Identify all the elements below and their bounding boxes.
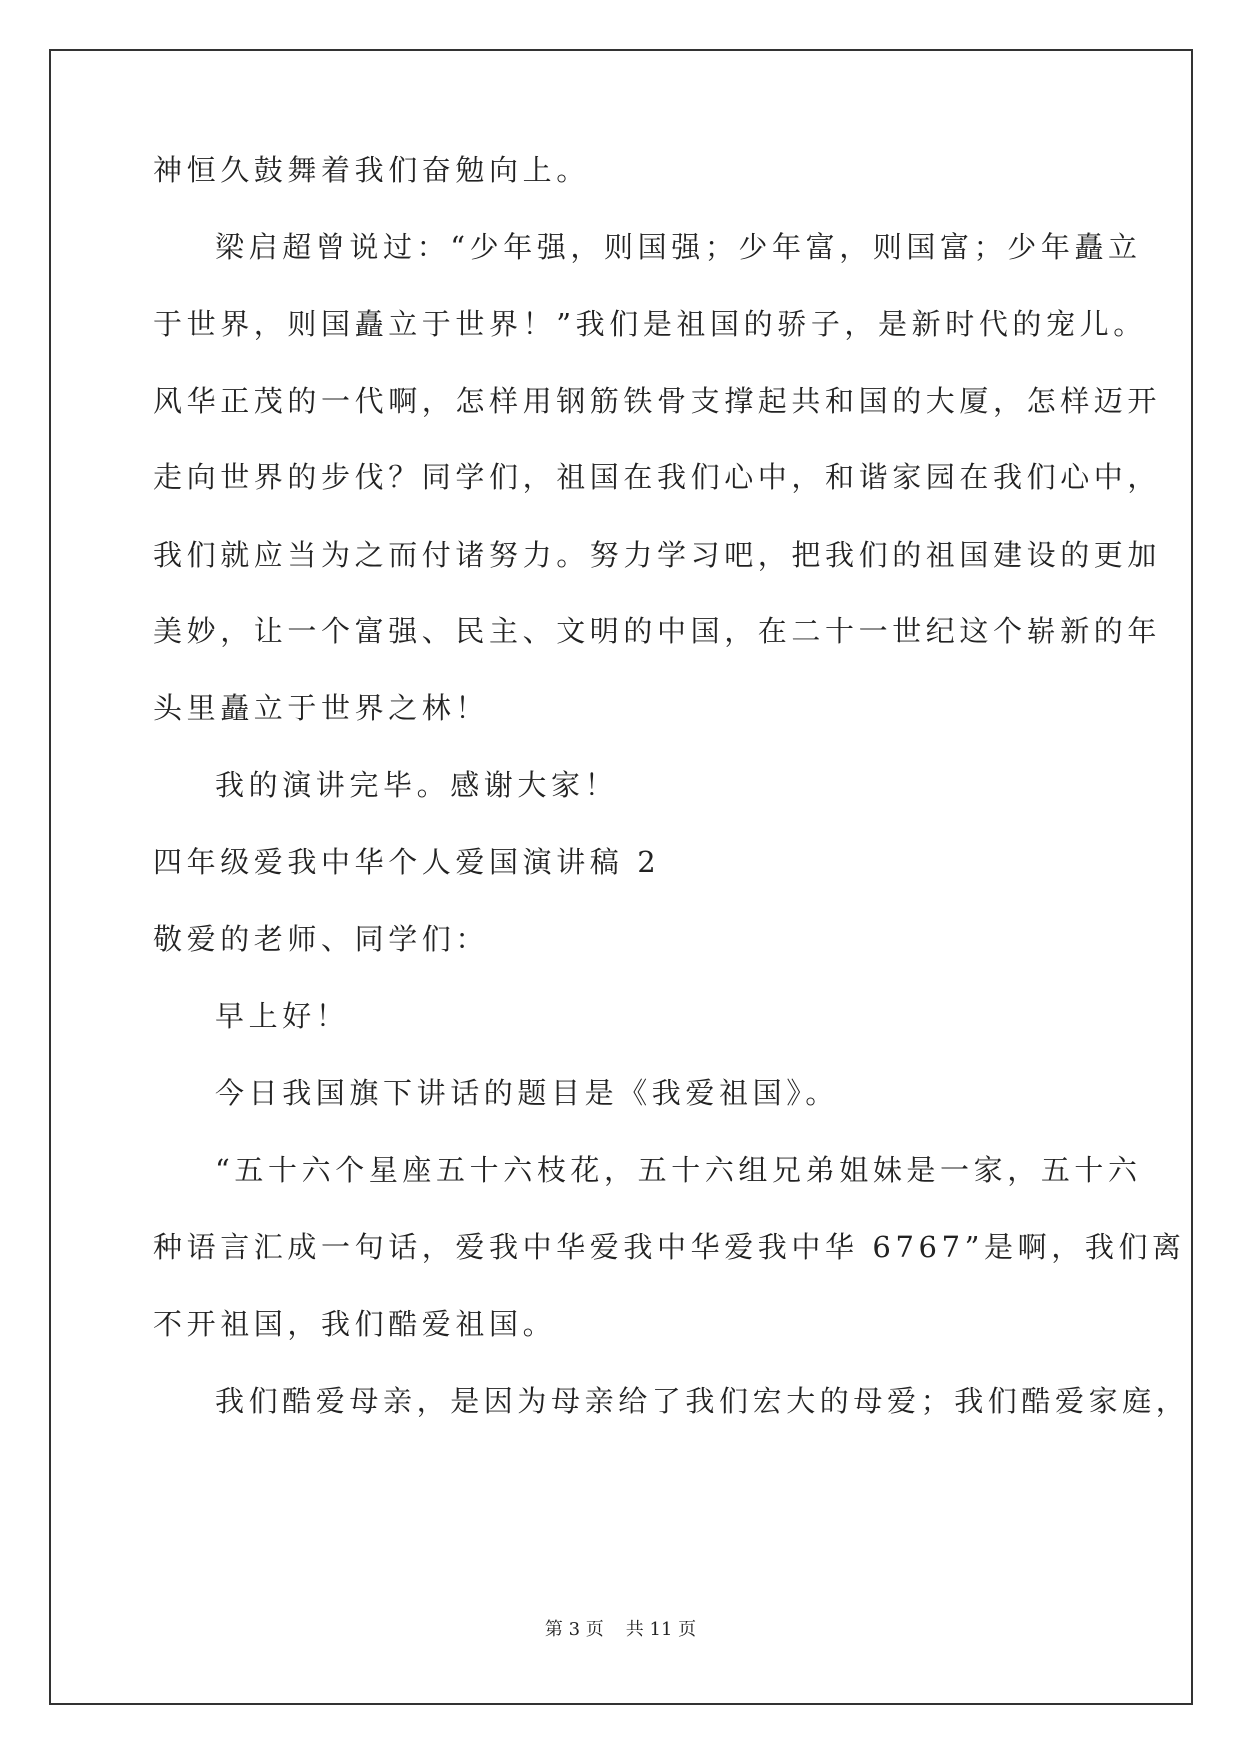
text-line: 今日我国旗下讲话的题目是《我爱祖国》。: [215, 1076, 839, 1110]
text-line: 不开祖国，我们酷爱祖国。: [153, 1307, 557, 1341]
page-footer: [0, 1618, 1241, 1642]
text-line: 美妙，让一个富强、民主、文明的中国，在二十一世纪这个崭新的年: [153, 614, 1162, 648]
text-line: 梁启超曾说过：“少年强，则国强；少年富，则国富；少年矗立: [215, 230, 1142, 264]
greeting: 早上好！: [215, 999, 350, 1033]
page-number: 第 3 页: [544, 1619, 604, 1640]
text-line: 神恒久鼓舞着我们奋勉向上。: [153, 153, 590, 187]
text-line: 于世界，则国矗立于世界！”我们是祖国的骄子，是新时代的宠儿。: [153, 307, 1147, 341]
salutation: 敬爱的老师、同学们：: [153, 922, 490, 956]
text-line: 风华正茂的一代啊，怎样用钢筋铁骨支撑起共和国的大厦，怎样迈开: [153, 384, 1162, 418]
text-line: 我们就应当为之而付诸努力。努力学习吧，把我们的祖国建设的更加: [153, 538, 1162, 572]
text-line: 头里矗立于世界之林！: [153, 691, 490, 725]
text-line: 走向世界的步伐？同学们，祖国在我们心中，和谐家园在我们心中，: [153, 460, 1162, 494]
page-total: 共 11 页: [625, 1619, 697, 1640]
text-line: 我们酷爱母亲，是因为母亲给了我们宏大的母爱；我们酷爱家庭，: [215, 1384, 1190, 1418]
section-title: 四年级爱我中华个人爱国演讲稿 2: [153, 845, 661, 879]
text-line: “五十六个星座五十六枝花，五十六组兄弟姐妹是一家，五十六: [215, 1153, 1142, 1187]
text-line: 种语言汇成一句话，爱我中华爱我中华爱我中华 6767”是啊，我们离: [153, 1230, 1186, 1264]
text-line: 我的演讲完毕。感谢大家！: [215, 768, 619, 802]
